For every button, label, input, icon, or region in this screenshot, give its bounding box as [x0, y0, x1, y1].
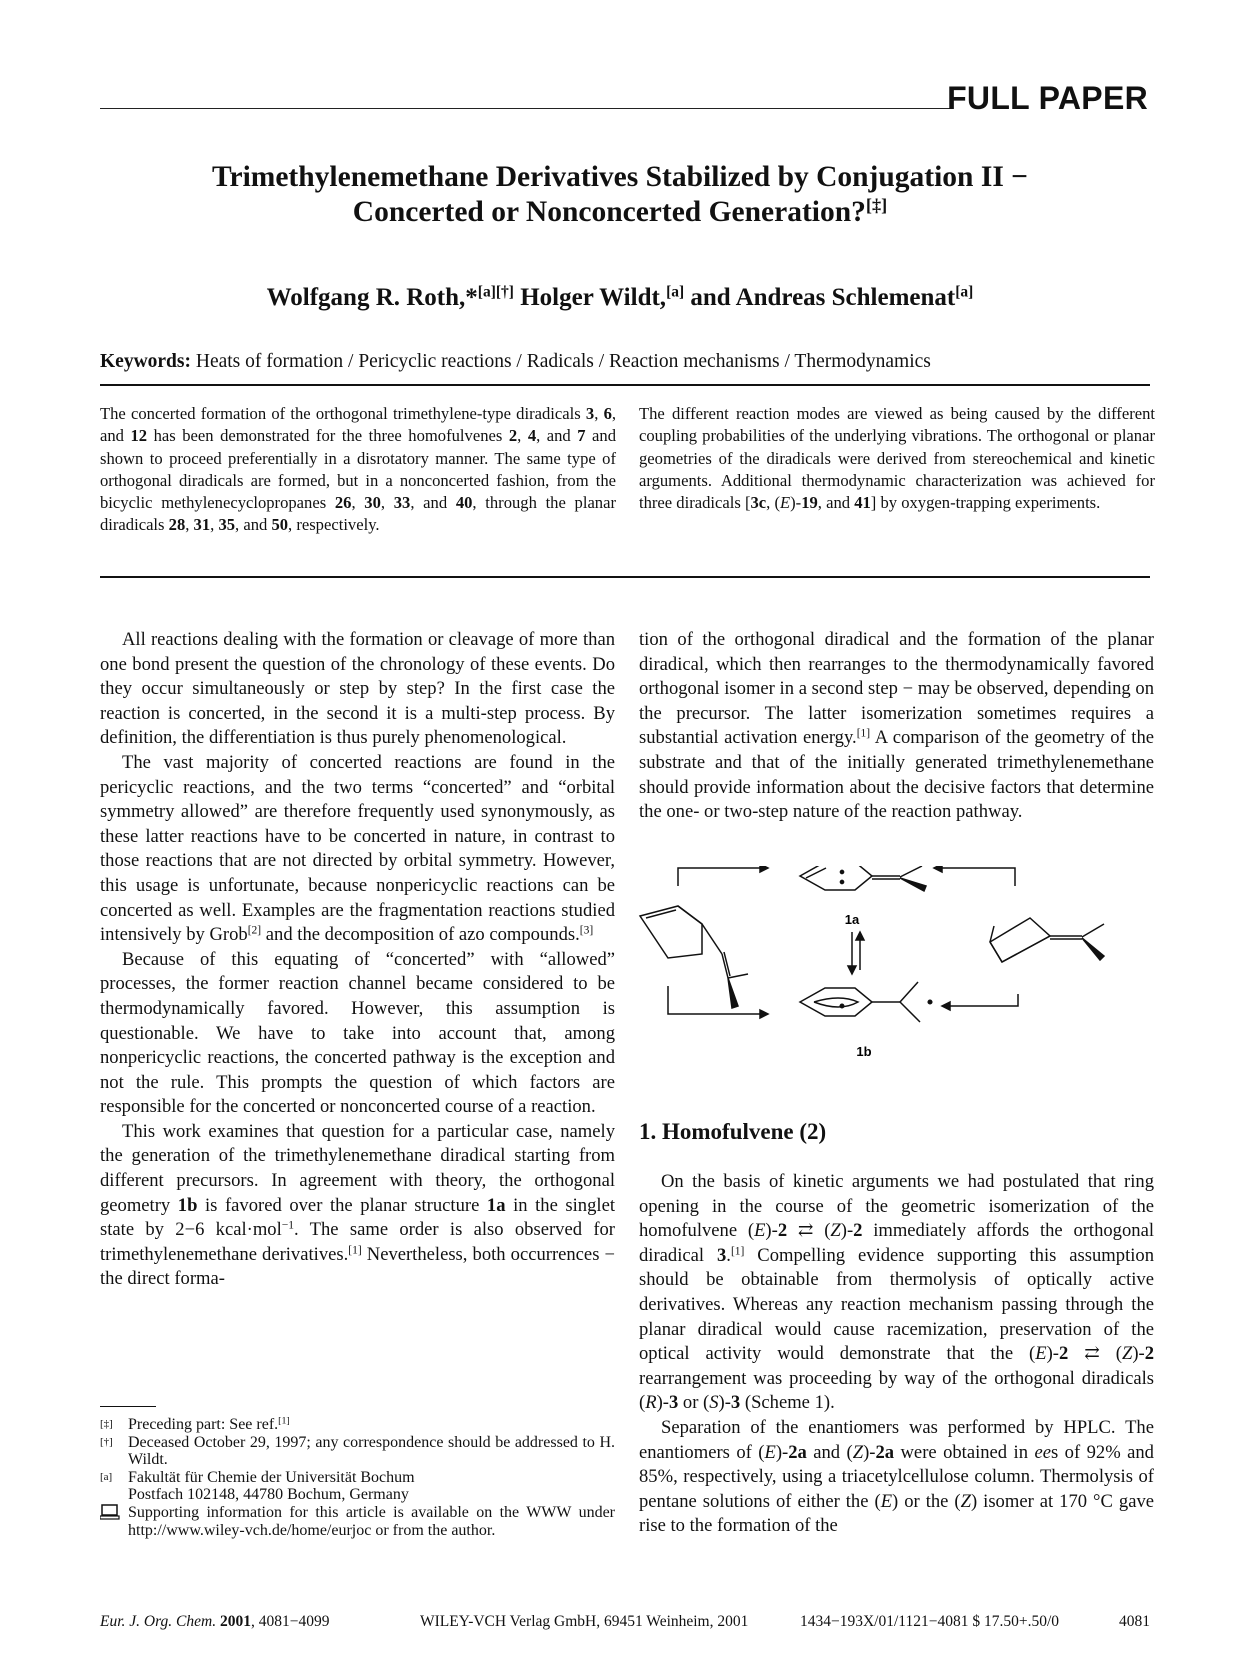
- arrow: [942, 868, 1015, 886]
- wedge-bond: [728, 978, 738, 1008]
- footnotes: [100, 1416, 615, 1539]
- body-right-column-lower: [639, 1170, 1154, 1539]
- footnote-rule: [100, 1406, 156, 1407]
- footer-issn: 1434−193X/01/1121−4081 $ 17.50+.50/0: [800, 1613, 1060, 1630]
- scheme-1-drawing: [630, 866, 1150, 1066]
- computer-icon: [100, 1504, 120, 1527]
- footer-publisher: WILEY-VCH Verlag GmbH, 69451 Weinheim, 2001: [420, 1613, 749, 1630]
- page-number: 4081: [1119, 1613, 1150, 1630]
- paragraph: On the basis of kinetic arguments we had postulated that ring opening in the course of the geometric isomerization of the homofulvene (E)-2 ⇄ (Z)-2 immediately affords the orthogonal diradical 3.[1] Compelling evidence supporting this assumption should be obtainable from thermolysis of optically active derivatives. Whereas any reaction mechanism passing through the planar diradical would cause racemization, preservation of the optical activity would demonstrate that the (E)-2 ⇄ (Z)-2 rearrangement was proceeding by way of the orthogonal diradicals (R)-3 or (S)-3 (Scheme 1).: [639, 1171, 1154, 1414]
- wedge-bond: [900, 878, 926, 891]
- diradical-1a: [800, 866, 922, 890]
- arrow-head: [848, 966, 856, 974]
- paragraph: Separation of the enantiomers was performed by HPLC. The enantiomers of (E)-2a and (Z)-2a were obtained in ees of 92% and 85%, respectively, using a triacetylcellulose column. Thermolysis of pentane solutions of either the (E) or the (Z) isomer at 170 °C gave rise to the formation of the: [639, 1416, 1154, 1537]
- author-list: Wolfgang R. Roth,*[a][†] Holger Wildt,[a] and Andreas Schlemenat[a]: [266, 283, 974, 311]
- arrow-head: [760, 866, 768, 872]
- footnote: [‡] Preceding part: See ref.[1]: [100, 1415, 290, 1433]
- title-line-1: Trimethylenemethane Derivatives Stabilized by Conjugation II −: [211, 161, 1028, 193]
- homofulvene-structure: [640, 906, 730, 978]
- footnote: [†] Deceased October 29, 1997; any correspondence should be addressed to H. Wildt.: [100, 1433, 615, 1469]
- body-right-column-upper: [639, 628, 1154, 825]
- body-left-column: [100, 628, 615, 1292]
- arrow-head: [760, 1010, 768, 1018]
- arrow-head: [934, 866, 942, 872]
- author-schlemenat: and Andreas Schlemenat: [684, 284, 956, 311]
- label-1a: 1a: [844, 912, 860, 927]
- section-label: FULL PAPER: [947, 80, 1148, 116]
- author-roth: Wolfgang R. Roth,*: [266, 284, 478, 311]
- paragraph: tion of the orthogonal diradical and the formation of the planar diradical, which then rearranges to the thermodynamically favored orthogonal isomer in a second step − may be observed, depending on the precursor. The latter isomerization sometimes requires a substantial activation energy.[1] A comparison of the geometry of the substrate and that of the initially generated trimethylenemethane should provide information about the decisive factors that determine the one- or two-step nature of the reaction pathway.: [639, 629, 1154, 823]
- title-line-2: Concerted or Nonconcerted Generation?[‡]: [352, 194, 888, 228]
- arrow: [678, 868, 760, 886]
- paper-title: [100, 160, 1140, 230]
- arrow: [950, 994, 1018, 1006]
- diradical-1b: [800, 982, 920, 1022]
- abstract-right: The different reaction modes are viewed as being caused by the different coupling probabilities of the underlying vibrations. The orthogonal or planar geometries of the diradicals were derived from stereochemical and kinetic arguments. Additional thermodynamic characterization was achieved for three diradicals [3c, (E)-19, and 41] by oxygen-trapping experiments.: [639, 404, 1155, 513]
- author-wildt: Holger Wildt,: [513, 284, 667, 311]
- arrow: [728, 974, 748, 978]
- paragraph: This work examines that question for a particular case, namely the generation of the trimethylenemethane diradical starting from different precursors. In agreement with theory, the orthogonal geometry 1b is favored over the planar structure 1a in the singlet state by 2−6 kcal·mol$^{-1}$. The same order is also observed for trimethylenemethane derivatives.[1] Nevertheless, both occurrences − the direct forma-: [100, 1120, 615, 1290]
- paragraph: All reactions dealing with the formation or cleavage of more than one bond present the question of the chronology of these events. Do they occur simultaneously or step by step? In the first case the reaction is concerted, in the second it is a multi-step process. By definition, the differentiation is thus purely phenomenological.: [100, 629, 615, 749]
- abstract-bottom-rule: [100, 576, 1150, 578]
- arrow: [668, 986, 760, 1014]
- wedge-bond: [1082, 938, 1104, 960]
- keywords: Keywords: Heats of formation / Pericyclic reactions / Radicals / Reaction mechanisms / Thermodynamics: [100, 351, 931, 372]
- arrow-head: [856, 932, 864, 940]
- section-heading: 1. Homofulvene (2): [639, 1119, 827, 1144]
- label-1b: 1b: [856, 1044, 872, 1059]
- paragraph: The vast majority of concerted reactions are found in the pericyclic reactions, and the two terms “concerted” and “orbital symmetry allowed” are therefore frequently used synonymously, as these latter reactions have to be concerted in nature, in contrast to those reactions that are not directed by orbital symmetry. However, this usage is unfortunate, because nonpericyclic reactions can be concerted as well. Examples are the fragmentation reactions studied intensively by Grob[2] and the decomposition of azo compounds.[3]: [100, 751, 615, 946]
- footer-citation: Eur. J. Org. Chem. 2001, 4081−4099: [100, 1613, 330, 1630]
- abstract-left: The concerted formation of the orthogonal trimethylene-type diradicals 3, 6, and 12 has been demonstrated for the three homofulvenes 2, 4, and 7 and shown to proceed preferentially in a disrotatory manner. The same type of orthogonal diradicals are formed, but in a nonconcerted fashion, from the bicyclic methylenecyclopropanes 26, 30, 33, and 40, through the planar diradicals 28, 31, 35, and 50, respectively.: [100, 404, 617, 535]
- footnote: [a] Fakultät für Chemie der Universität Bochum Postfach 102148, 44780 Bochum, Germany: [100, 1468, 415, 1504]
- paragraph: Because of this equating of “concerted” with “allowed” processes, the former reaction channel became considered to be thermodynamically favored. However, this assumption is questionable. We have to take into account that, among nonpericyclic reactions, the concerted pathway is the exception and not the rule. This prompts the question of which factors are responsible for the concerted or nonconcerted course of a reaction.: [100, 948, 615, 1118]
- scheme-1: [630, 866, 1150, 1066]
- abstract-top-rule: [100, 384, 1150, 386]
- footnote: Supporting information for this article is available on the WWW under http://www.wiley-vch.de/home/eurjoc or from the author.: [100, 1504, 615, 1539]
- methylenecyclopropane-structure: [990, 918, 1104, 962]
- arrow-head: [942, 1002, 950, 1010]
- header-rule: [100, 108, 950, 109]
